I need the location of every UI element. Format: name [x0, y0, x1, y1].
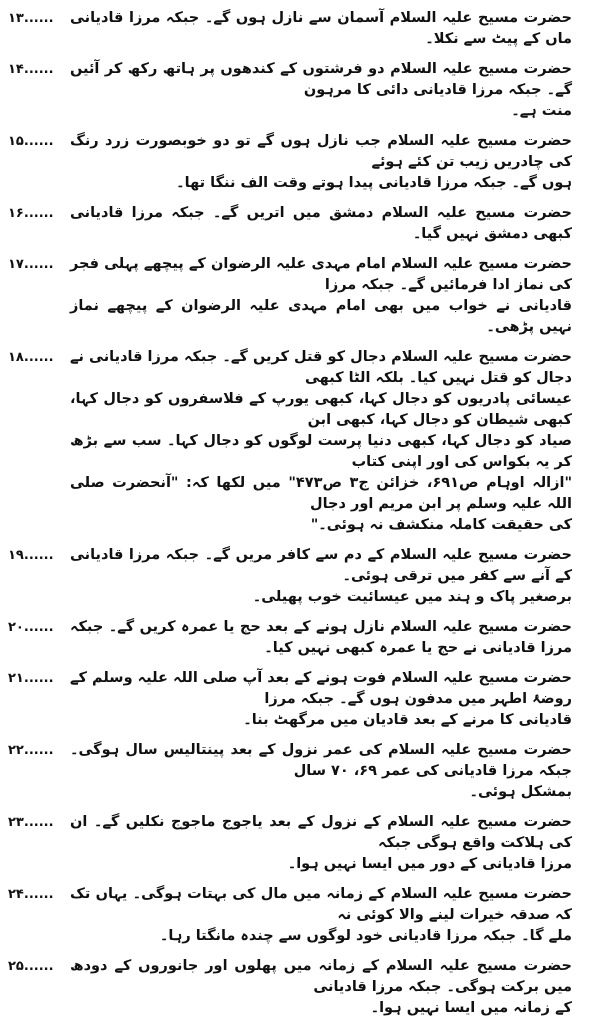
list-item [8, 740, 582, 803]
text-line: حضرت مسیح علیہ السلام کے نزول کے بعد یاجوج ماجوج نکلیں گے۔ ان کی ہلاکت واقع ہوگی جبکہ [70, 814, 572, 851]
list-item [8, 812, 582, 875]
item-number: ۲۰...... [8, 620, 54, 635]
item-number: ۲۱...... [8, 671, 54, 686]
item-text [70, 617, 582, 659]
item-number: ۲۲...... [8, 743, 54, 758]
text-line: حضرت مسیح علیہ السلام دمشق میں اتریں گے۔ جبکہ مرزا قادیانی کبھی دمشق نہیں گیا۔ [70, 205, 572, 242]
list-item [8, 617, 582, 659]
item-number: ۱۳...... [8, 11, 54, 26]
text-line: قادیانی کا مرنے کے بعد قادیان میں مرگھٹ بنا۔ [243, 712, 572, 728]
item-text [70, 254, 582, 338]
text-line: حضرت مسیح علیہ السلام دجال کو قتل کریں گے۔ جبکہ مرزا قادیانی نے دجال کو قتل نہیں کیا۔ بلکہ الٹا کبھی [70, 349, 572, 386]
item-number: ۱۶...... [8, 206, 54, 221]
text-line: قادیانی نے خواب میں بھی امام مہدی علیہ الرضوان کے پیچھے نماز نہیں پڑھی۔ [70, 298, 572, 335]
item-number: ۱۹...... [8, 548, 54, 563]
text-line: کی حقیقت کاملہ منکشف نہ ہوئی۔" [310, 517, 572, 533]
list-item [8, 884, 582, 947]
text-line: حضرت مسیح علیہ السلام جب نازل ہوں گے تو دو خوبصورت زرد رنگ کی چادریں زیب تن کئے ہوئے [70, 133, 572, 170]
text-line: منت ہے۔ [511, 103, 572, 119]
text-line: حضرت مسیح علیہ السلام کے زمانہ میں مال کی بہتات ہوگی۔ یہاں تک کہ صدقہ خیرات لینے والا کوئی نہ [70, 886, 572, 923]
item-number: ۱۸...... [8, 350, 54, 365]
list-item [8, 131, 582, 194]
item-number: ۱۴...... [8, 62, 54, 77]
item-number: ۲۵...... [8, 959, 54, 974]
item-text [70, 347, 582, 536]
list-item [8, 347, 582, 536]
item-number: ۲۴...... [8, 887, 54, 902]
list-item [8, 254, 582, 338]
text-line: صیاد کو دجال کہا، کبھی دنیا پرست لوگوں کو دجال کہا۔ سب سے بڑھ کر یہ بکواس کی اور اپنی کتاب [70, 433, 572, 470]
item-text [70, 131, 582, 194]
text-line: حضرت مسیح علیہ السلام کے زمانہ میں پھلوں اور جانوروں کے دودھ میں برکت ہوگی۔ جبکہ مرزا قادیانی [70, 958, 572, 995]
list-item [8, 545, 582, 608]
text-line: ملے گا۔ جبکہ مرزا قادیانی خود لوگوں سے چندہ مانگتا رہا۔ [159, 928, 572, 944]
list-item [8, 956, 582, 1019]
item-text [70, 8, 582, 50]
item-text [70, 740, 582, 803]
text-line: "ازالہ اوہام ص۶۹۱، خزائن ج۳ ص۴۷۳" میں لکھا کہ: "آنحضرت صلی اللہ علیہ وسلم پر ابن مریم اور دجال [70, 475, 573, 512]
text-line: برصغیر پاک و ہند میں عیسائیت خوب پھیلی۔ [252, 589, 572, 605]
item-text [70, 59, 582, 122]
item-text [70, 956, 582, 1019]
text-line: مرزا قادیانی کے دور میں ایسا نہیں ہوا۔ [287, 856, 572, 872]
text-line: حضرت مسیح علیہ السلام امام مہدی علیہ الرضوان کے پیچھے پہلی فجر کی نماز ادا فرمائیں گے۔ جبکہ مرزا [70, 256, 572, 293]
text-line: حضرت مسیح علیہ السلام آسمان سے نازل ہوں گے۔ جبکہ مرزا قادیانی ماں کے پیٹ سے نکلا۔ [70, 10, 572, 47]
list-item [8, 8, 582, 50]
text-line: حضرت مسیح علیہ السلام کے دم سے کافر مریں گے۔ جبکہ مرزا قادیانی کے آنے سے کفر میں ترقی ہوئی۔ [70, 547, 572, 584]
item-text [70, 812, 582, 875]
item-text [70, 668, 582, 731]
list-item [8, 203, 582, 245]
item-number: ۱۷...... [8, 257, 54, 272]
item-text [70, 203, 582, 245]
item-text [70, 545, 582, 608]
text-line: حضرت مسیح علیہ السلام نازل ہونے کے بعد حج یا عمرہ کریں گے۔ جبکہ مرزا قادیانی نے حج یا عمرہ کبھی نہیں کیا۔ [70, 619, 572, 656]
list-item [8, 668, 582, 731]
text-line: کے زمانہ میں ایسا نہیں ہوا۔ [370, 1000, 572, 1016]
text-line: بمشکل ہوئی۔ [469, 784, 572, 800]
item-text [70, 884, 582, 947]
text-line: حضرت مسیح علیہ السلام فوت ہونے کے بعد آپ صلی اللہ علیہ وسلم کے روضۂ اطہر میں مدفون ہوں گے۔ جبکہ مرزا [70, 670, 572, 707]
text-line: ہوں گے۔ جبکہ مرزا قادیانی پیدا ہوتے وقت الف ننگا تھا۔ [176, 175, 572, 191]
item-number: ۲۳...... [8, 815, 54, 830]
text-line: حضرت مسیح علیہ السلام کی عمر نزول کے بعد پینتالیس سال ہوگی۔ جبکہ مرزا قادیانی کی عمر ۶۹، ۷۰ سال [70, 742, 572, 779]
item-number: ۱۵...... [8, 134, 54, 149]
text-line: عیسائی پادریوں کو دجال کہا، کبھی یورپ کے فلاسفروں کو دجال کہا، کبھی شیطان کو دجال کہا، کبھی ابن [70, 391, 572, 428]
entry-list [8, 8, 582, 1019]
text-line: حضرت مسیح علیہ السلام دو فرشتوں کے کندھوں پر ہاتھ رکھ کر آئیں گے۔ جبکہ مرزا قادیانی دائی کا مرہون [70, 61, 572, 98]
list-item [8, 59, 582, 122]
